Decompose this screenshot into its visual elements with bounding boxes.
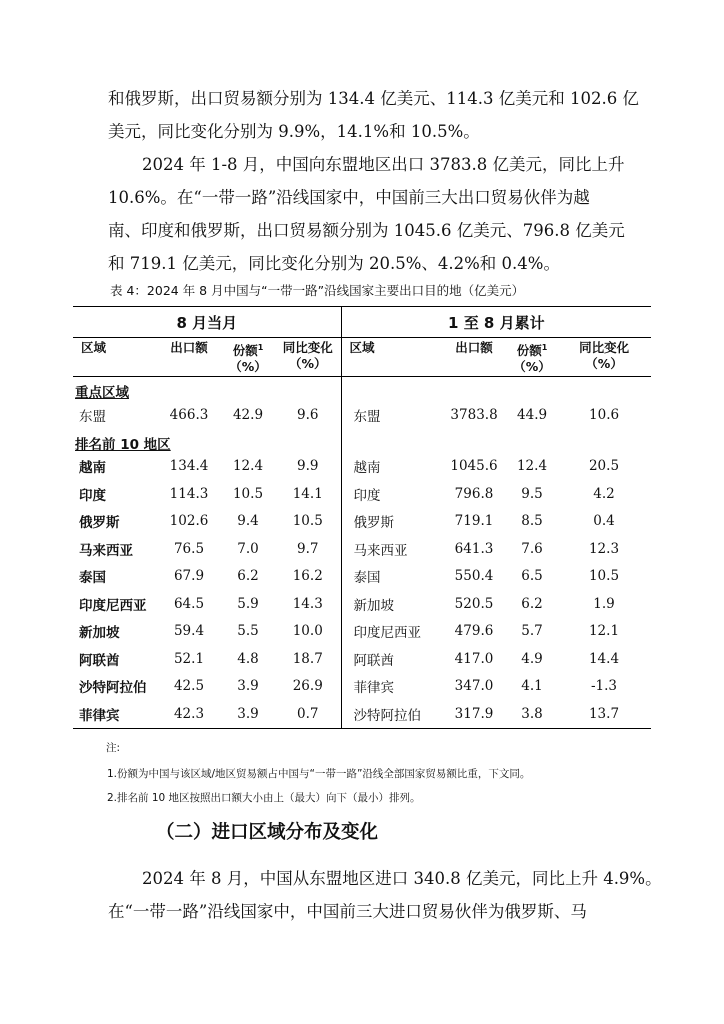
export-value: 76.5: [173, 540, 205, 557]
region-name: 菲律宾: [341, 673, 441, 701]
region-name: 沙特阿拉伯: [341, 700, 441, 728]
yoy-value: 0.7: [275, 700, 341, 728]
note-1: 1.份额为中国与该区域/地区贸易额占中国与“一带一路”沿线全部国家贸易额比重，下文同。: [107, 768, 531, 780]
region-name: 泰国: [341, 563, 441, 591]
share-value: 44.9: [517, 406, 548, 423]
col-header-export: 出口额: [157, 338, 221, 377]
table-row: [73, 453, 651, 481]
yoy-value: 12.3: [588, 540, 620, 557]
export-value: 479.6: [454, 623, 494, 640]
export-value: 114.3: [169, 485, 209, 502]
share-value: 6.2: [237, 568, 259, 585]
share-value: 12.4: [516, 458, 548, 475]
paragraph-2: [108, 148, 625, 280]
col-header-share: 份额$^1$ （%）: [221, 338, 275, 377]
export-value: 134.4: [169, 458, 209, 475]
region-name: 东盟: [341, 401, 441, 429]
export-value: 520.5: [454, 595, 494, 612]
paragraph-line: 和 719.1 亿美元，同比变化分别为 20.5%、4.2%和 0.4%。: [108, 254, 560, 273]
region-name: 马来西亚: [79, 542, 133, 559]
yoy-value: 13.7: [557, 700, 651, 728]
share-value: 3.8: [507, 700, 557, 728]
region-name: 印度: [79, 487, 106, 504]
region-name: 俄罗斯: [341, 508, 441, 536]
section-key-regions: 重点区域: [75, 385, 129, 401]
region-name: 新加坡: [341, 590, 441, 618]
export-value: 64.5: [173, 595, 205, 612]
share-value: 8.5: [521, 513, 543, 530]
share-value: 3.9: [237, 678, 259, 695]
yoy-value: 14.1: [292, 485, 323, 502]
table-row: [73, 590, 651, 618]
share-value: 5.5: [237, 623, 259, 640]
share-value: 7.0: [237, 540, 259, 557]
export-value: 796.8: [454, 485, 494, 502]
region-name: 新加坡: [79, 625, 120, 642]
export-value: 42.3: [157, 700, 221, 728]
yoy-value: 14.3: [292, 595, 323, 612]
share-value: 9.4: [237, 513, 259, 530]
share-value: 6.2: [521, 595, 543, 612]
yoy-value: 0.4: [593, 513, 615, 530]
share-value: 12.4: [232, 458, 264, 475]
share-value: 5.9: [237, 595, 259, 612]
col-header-yoy: 同比变化 （%）: [557, 338, 651, 377]
yoy-value: 14.4: [588, 650, 620, 667]
region-name: 越南: [341, 453, 441, 481]
region-name: 泰国: [79, 570, 106, 587]
region-name: 俄罗斯: [79, 515, 120, 532]
share-value: 4.8: [237, 650, 259, 667]
yoy-value: 4.2: [593, 485, 615, 502]
table-row: [73, 563, 651, 591]
export-value: 42.5: [173, 678, 205, 695]
note-2: 2.排名前 10 地区按照出口额大小由上（最大）向下（最小）排列。: [107, 792, 421, 804]
region-name: 印度尼西亚: [79, 597, 147, 614]
region-name: 印度: [341, 480, 441, 508]
share-value: 42.9: [232, 406, 264, 423]
table-row: [73, 645, 651, 673]
col-header-region: 区域: [341, 338, 441, 377]
region-name: 马来西亚: [341, 535, 441, 563]
export-value: 719.1: [454, 513, 494, 530]
paragraph-line: 10.6%。在“一带一路”沿线国家中，中国前三大出口贸易伙伴为越: [108, 188, 590, 207]
yoy-value: 9.7: [297, 540, 319, 557]
share-value: 6.5: [521, 568, 543, 585]
yoy-value: 1.9: [593, 595, 615, 612]
region-name: 印度尼西亚: [341, 618, 441, 646]
section-heading: （二）进口区域分布及变化: [156, 822, 379, 843]
export-value: 102.6: [169, 513, 209, 530]
region-name: 阿联酋: [79, 652, 120, 669]
section-top10: 排名前 10 地区: [75, 436, 171, 453]
table-row: [73, 508, 651, 536]
paragraph-1: [108, 82, 639, 148]
yoy-value: 10.5: [588, 568, 620, 585]
yoy-value: 10.6: [589, 406, 620, 423]
export-value: 347.0: [454, 678, 494, 695]
table-caption: 表 4：2024 年 8 月中国与“一带一路”沿线国家主要出口目的地（亿美元）: [110, 283, 525, 298]
region-name: 阿联酋: [341, 645, 441, 673]
export-value: 3783.8: [450, 406, 498, 423]
paragraph-line: 2024 年 8 月，中国从东盟地区进口 340.8 亿美元，同比上升 4.9%。: [142, 869, 662, 888]
col-header-share: 份额$^1$ （%）: [507, 338, 557, 377]
yoy-value: -1.3: [590, 678, 618, 695]
paragraph-line: 南、印度和俄罗斯，出口贸易额分别为 1045.6 亿美元、796.8 亿美元: [108, 221, 625, 240]
share-value: 9.5: [521, 485, 543, 502]
export-value: 417.0: [454, 650, 494, 667]
table-row: [73, 673, 651, 701]
export-value: 317.9: [441, 700, 507, 728]
export-value: 52.1: [173, 650, 205, 667]
share-value: 7.6: [521, 540, 543, 557]
note-label: 注:: [106, 742, 121, 754]
yoy-value: 9.9: [297, 458, 319, 475]
share-value: 4.9: [521, 650, 543, 667]
col-header-region: 区域: [73, 338, 157, 377]
export-value: 550.4: [454, 568, 494, 585]
paragraph-line: 和俄罗斯，出口贸易额分别为 134.4 亿美元、114.3 亿美元和 102.6 亿: [108, 89, 639, 108]
export-value: 59.4: [173, 623, 205, 640]
yoy-value: 10.0: [292, 623, 323, 640]
yoy-value: 26.9: [292, 678, 323, 695]
paragraph-line: 2024 年 1-8 月，中国向东盟地区出口 3783.8 亿美元，同比上升: [142, 155, 625, 174]
col-header-export: 出口额: [441, 338, 507, 377]
paragraph-line: 美元，同比变化分别为 9.9%，14.1%和 10.5%。: [108, 122, 480, 141]
yoy-value: 12.1: [588, 623, 620, 640]
yoy-value: 16.2: [292, 568, 323, 585]
band-cumulative: 1 至 8 月累计: [341, 307, 651, 338]
export-value: 641.3: [454, 540, 494, 557]
share-value: 3.9: [221, 700, 275, 728]
paragraph-line: 在“一带一路”沿线国家中，中国前三大进口贸易伙伴为俄罗斯、马: [108, 902, 587, 921]
export-value: 67.9: [173, 568, 205, 585]
table-row: [73, 480, 651, 508]
yoy-value: 20.5: [588, 458, 620, 475]
region-name: 东盟: [79, 408, 106, 425]
share-value: 5.7: [521, 623, 543, 640]
paragraph-3: [108, 862, 662, 928]
yoy-value: 10.5: [292, 513, 323, 530]
table-row: [73, 535, 651, 563]
export-table: [73, 306, 651, 729]
share-value: 10.5: [232, 485, 264, 502]
table-row: [73, 700, 651, 728]
band-monthly: 8 月当月: [73, 307, 341, 338]
share-value: 4.1: [521, 678, 543, 695]
region-name: 沙特阿拉伯: [79, 680, 147, 697]
yoy-value: 9.6: [297, 406, 319, 423]
yoy-value: 18.7: [292, 650, 323, 667]
region-name: 菲律宾: [73, 700, 157, 728]
export-value: 466.3: [169, 406, 209, 423]
region-name: 越南: [79, 460, 106, 477]
table-row: [73, 618, 651, 646]
col-header-yoy: 同比变化 （%）: [275, 338, 341, 377]
export-value: 1045.6: [450, 458, 498, 475]
